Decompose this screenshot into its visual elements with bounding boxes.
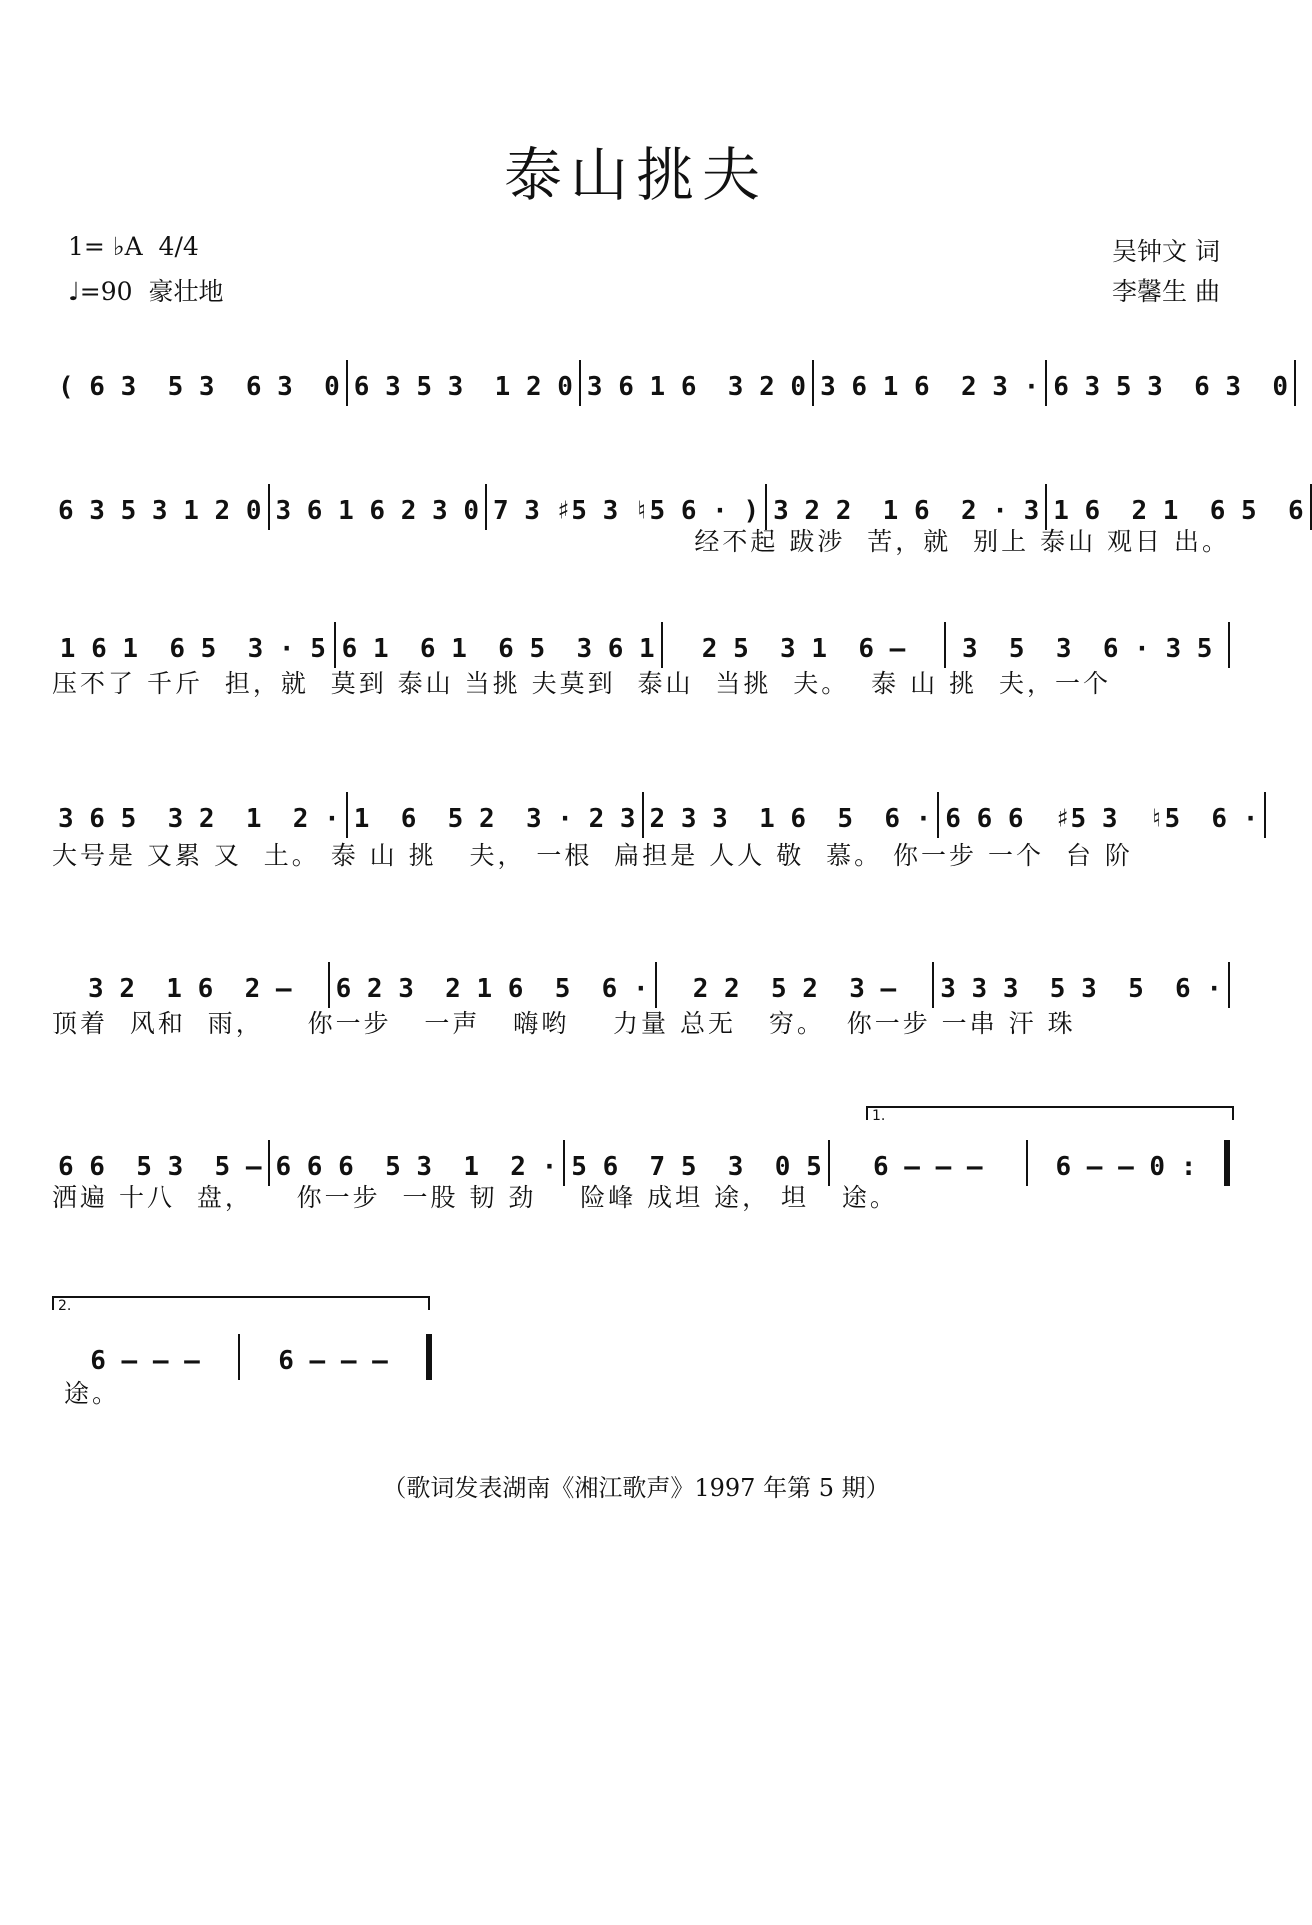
measure: 6 – – –: [90, 1346, 200, 1376]
measure: 6 2 3 2 1 6 5 6 ·: [335, 974, 649, 1004]
measure: 2 2 5 2 3 –: [692, 974, 897, 1004]
measure: 6 1 6 1 6 5 3 6 1: [341, 634, 655, 664]
measure: 6 – – 0 :: [1055, 1152, 1197, 1182]
measure: 3 6 1 6 2 3 ·: [820, 372, 1040, 402]
composer-credit: 李馨生 曲: [1112, 277, 1220, 306]
measure: 7 3 ♯5 3 ♮5 6 · ): [493, 496, 760, 526]
barline: [1294, 360, 1296, 406]
notation-row: [52, 930, 1230, 1010]
lyric-line: 经不起 跋涉 苦，就 别上 泰山 观日 出。: [694, 527, 1230, 556]
notation-row: [52, 1302, 432, 1382]
measure: 2 3 3 1 6 5 6 ·: [649, 804, 932, 834]
notation-row: [52, 1108, 1230, 1188]
barline: [1228, 622, 1230, 668]
measure: 6 3 5 3 1 2 0: [58, 496, 262, 526]
measure: ( 6 3 5 3 6 3 0: [58, 372, 340, 402]
measure: 6 3 5 3 6 3 0: [1053, 372, 1289, 402]
measure: 3 2 2 1 6 2 · 3: [773, 496, 1040, 526]
notation-row: [52, 760, 1259, 840]
key-signature: 1= ♭A 4/4: [68, 232, 199, 261]
measure: 6 6 5 3 5 –: [58, 1152, 262, 1182]
measure: 3 3 3 5 3 5 6 ·: [940, 974, 1222, 1004]
measure: 1 6 5 2 3 · 2 3: [353, 804, 636, 834]
measure: 2 5 3 1 6 –: [701, 634, 906, 664]
lyric-line: 顶着 风和 雨， 你一步 一声 嗨哟 力量 总无 穷。 你一步 一串 汗 珠: [52, 1009, 1076, 1038]
barline: [1228, 962, 1230, 1008]
volta-2-label: 2.: [58, 1298, 72, 1314]
measure: 6 3 5 3 1 2 0: [353, 372, 573, 402]
volta-2: [52, 1296, 430, 1314]
lyric-line: 大号是 又累 又 土。 泰 山 挑 夫， 一根 扁担是 人人 敬 慕。 你一步 一个 台 阶: [52, 841, 1133, 870]
lyric-line: 洒遍 十八 盘， 你一步 一股 韧 劲 险峰 成坦 途， 坦 途。: [52, 1183, 898, 1212]
lyric-line: 途。: [64, 1379, 121, 1408]
barline: [1310, 484, 1312, 530]
volta-1: [866, 1106, 1234, 1124]
measure: 3 6 1 6 3 2 0: [586, 372, 807, 402]
lyric-line: 压不了 千斤 担，就 莫到 泰山 当挑 夫莫到 泰山 当挑 夫。 泰 山 挑 夫，一个: [52, 669, 1111, 698]
measure: 3 2 1 6 2 –: [88, 974, 292, 1004]
notation-row: [52, 590, 1230, 670]
measure: 6 6 6 5 3 1 2 ·: [275, 1152, 558, 1182]
footnote: （歌词发表湖南《湘江歌声》1997 年第 5 期）: [382, 1474, 890, 1502]
measure: 3 6 1 6 2 3 0: [275, 496, 479, 526]
measure: 1 6 2 1 6 5 6: [1053, 496, 1304, 526]
lyricist-credit: 吴钟文 词: [1112, 237, 1220, 266]
song-title: 泰山挑夫: [503, 141, 768, 209]
measure: 1 6 1 6 5 3 · 5: [59, 634, 326, 664]
notation-row: [52, 452, 1304, 532]
measure: 3 6 5 3 2 1 2 ·: [58, 804, 340, 834]
measure: 6 – – –: [873, 1152, 983, 1182]
volta-1-label: 1.: [872, 1108, 886, 1124]
barline: [1264, 792, 1266, 838]
tempo-marking: ♩=90 豪壮地: [68, 277, 224, 306]
notation-row: [52, 328, 1289, 408]
measure: 3 5 3 6 · 3 5: [961, 634, 1213, 664]
measure: 5 6 7 5 3 0 5: [571, 1152, 822, 1182]
measure: 6 6 6 ♯5 3 ♮5 6 ·: [945, 804, 1259, 834]
measure: 6 – – –: [278, 1346, 388, 1376]
